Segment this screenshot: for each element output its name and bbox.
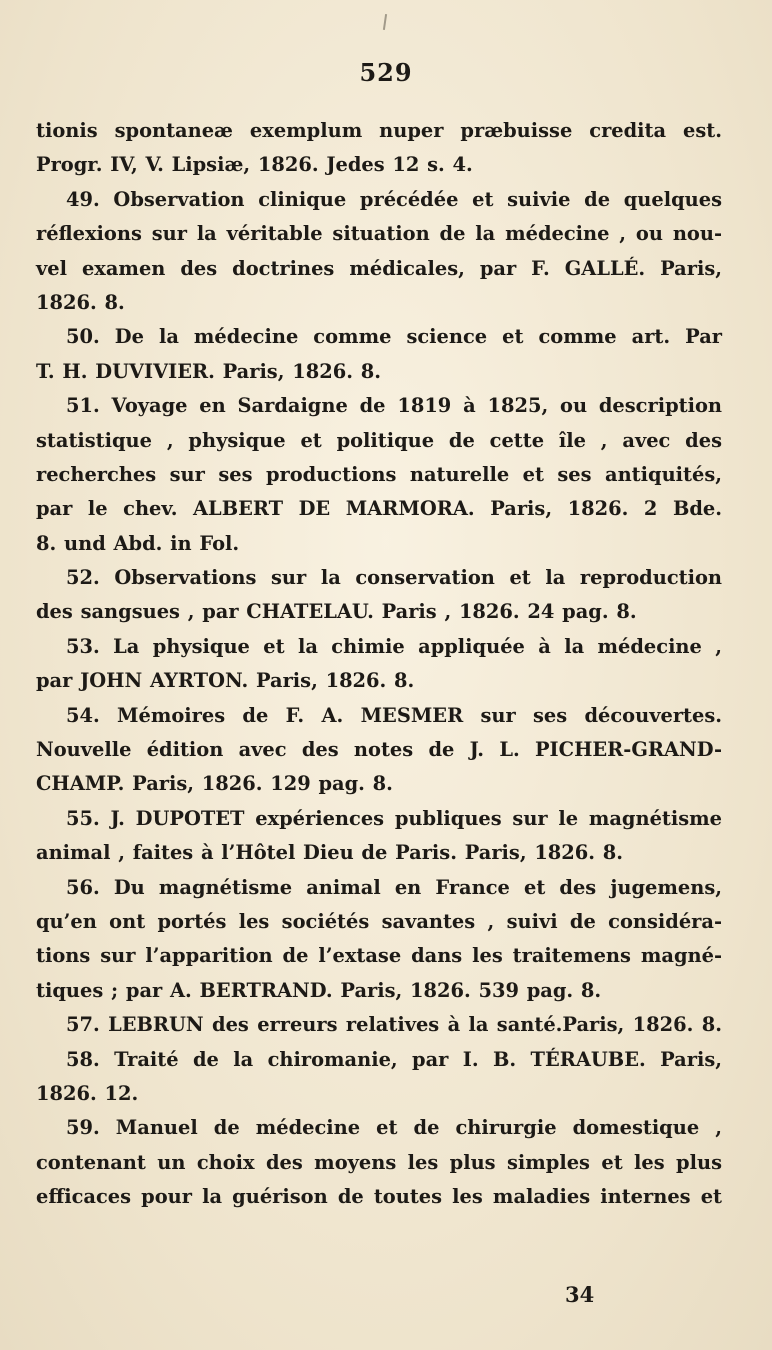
text-line: 1826. 12. bbox=[36, 1081, 139, 1105]
text-line: 54. Mémoires de F. A. MESMER sur ses découvertes. bbox=[66, 703, 722, 727]
text-line: 8. und Abd. in Fol. bbox=[36, 531, 240, 555]
text-line: 50. De la médecine comme science et comme art. Par bbox=[66, 325, 722, 349]
text-line: 51. Voyage en Sardaigne de 1819 à 1825, ou description bbox=[66, 394, 722, 418]
text-line: recherches sur ses productions naturelle et ses antiquités, bbox=[36, 462, 722, 486]
text-line: par le chev. ALBERT DE MARMORA. Paris, 1826. 2 Bde. bbox=[36, 497, 722, 521]
text-line: 49. Observation clinique précédée et suivie de quelques bbox=[66, 187, 722, 211]
text-line: 56. Du magnétisme animal en France et des jugemens, bbox=[66, 875, 722, 899]
page-number: 529 bbox=[359, 58, 413, 87]
text-line: tionis spontaneæ exemplum nuper præbuisse credita est. bbox=[36, 119, 722, 142]
text-line: Nouvelle édition avec des notes de J. L. PICHER-GRAND- bbox=[36, 738, 722, 762]
text-line: qu’en ont portés les sociétés savantes , suivi de considéra- bbox=[36, 909, 722, 933]
text-line: efficaces pour la guérison de toutes les maladies internes et bbox=[36, 1185, 722, 1209]
printer-mark bbox=[383, 14, 387, 30]
text-line: Progr. IV, V. Lipsiæ, 1826. Jedes 12 s. 4. bbox=[36, 153, 473, 177]
bibliography-text bbox=[36, 114, 722, 1215]
signature-mark: 34 bbox=[565, 1282, 595, 1307]
text-line: T. H. DUVIVIER. Paris, 1826. 8. bbox=[36, 359, 381, 383]
text-line: animal , faites à l’Hôtel Dieu de Paris. Paris, 1826. 8. bbox=[36, 841, 624, 865]
text-line: tions sur l’apparition de l’extase dans les traitemens magné- bbox=[36, 944, 722, 968]
text-line: contenant un choix des moyens les plus simples et les plus bbox=[36, 1150, 722, 1174]
text-line: 1826. 8. bbox=[36, 290, 125, 314]
text-line: 53. La physique et la chimie appliquée à la médecine , bbox=[66, 634, 722, 658]
text-line: 52. Observations sur la conservation et la reproduction bbox=[66, 566, 722, 590]
text-line: CHAMP. Paris, 1826. 129 pag. 8. bbox=[36, 772, 393, 796]
text-line: réflexions sur la véritable situation de la médecine , ou nou- bbox=[36, 222, 722, 246]
text-line: des sangsues , par CHATELAU. Paris , 1826. 24 pag. 8. bbox=[36, 600, 637, 624]
text-line: 58. Traité de la chiromanie, par I. B. TÉRAUBE. Paris, bbox=[66, 1047, 722, 1071]
text-line: par JOHN AYRTON. Paris, 1826. 8. bbox=[36, 669, 415, 693]
text-line: statistique , physique et politique de cette île , avec des bbox=[36, 428, 722, 452]
text-line: 55. J. DUPOTET expériences publiques sur le magnétisme bbox=[66, 806, 722, 830]
text-line: vel examen des doctrines médicales, par F. GALLÉ. Paris, bbox=[36, 256, 722, 280]
text-line: 57. LEBRUN des erreurs relatives à la santé.Paris, 1826. 8. bbox=[66, 1013, 722, 1037]
text-line: tiques ; par A. BERTRAND. Paris, 1826. 539 pag. 8. bbox=[36, 978, 602, 1002]
text-line: 59. Manuel de médecine et de chirurgie domestique , bbox=[66, 1116, 722, 1140]
